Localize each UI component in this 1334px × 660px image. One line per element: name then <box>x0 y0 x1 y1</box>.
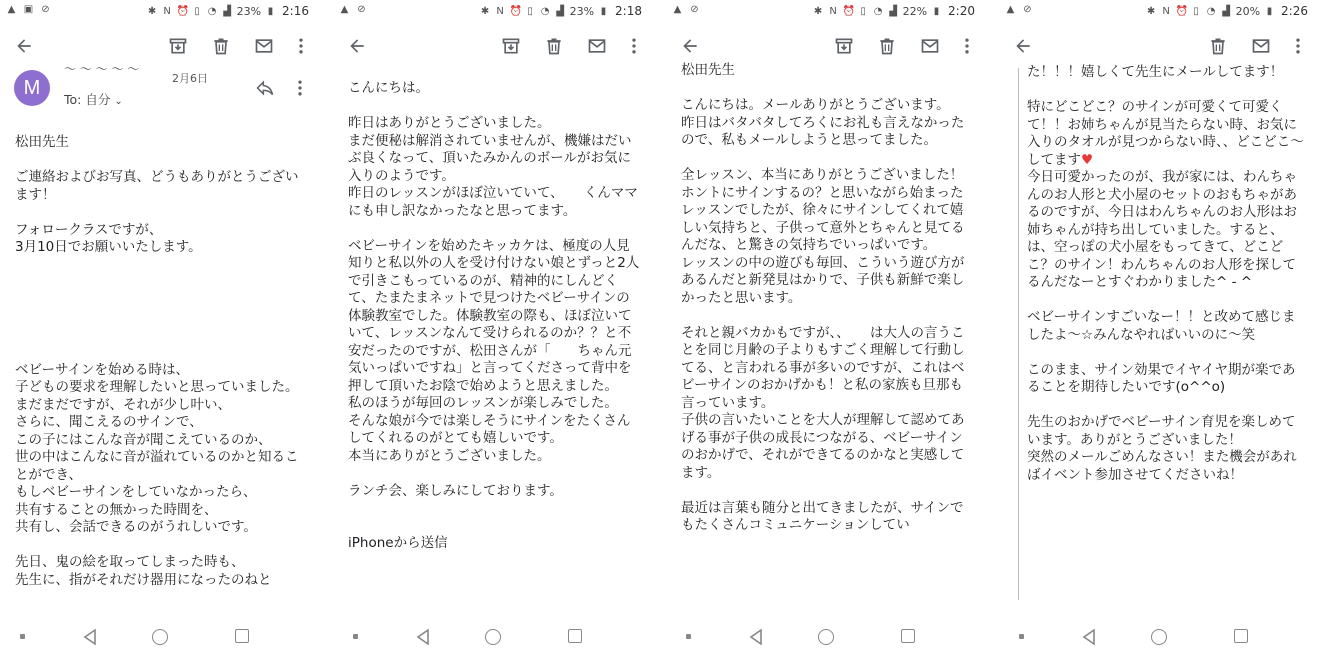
mail-icon[interactable] <box>585 34 609 58</box>
body-text-part-2: 今日可愛かったのが、我が家には、わんちゃんのお人形と犬小屋のセットのおもちゃがあるのですが、今日はわんちゃんのお人形はお姉ちゃんが持ち出していました。すると、 は、空っぽの犬小屋をもってきて、どこどこ？のサイン！わんちゃんのお人形を探してるんだなーとすぐわかりました^ - ^ ベビーサインすごいなー！！と改めて感じましたよ～☆みんなやればいいのに～笑 このまま、サイン効果でイヤイヤ期が楽であることを期待したいです(o^^o) 先生のおかげでベビーサイン育児を楽しめています。ありがとうございました！ 突然のメールごめんなさい！また機会があればイベント参加させてくださいね！ <box>1027 169 1297 483</box>
wifi-icon: ◔ <box>540 5 550 17</box>
signal-off-icon: ⊘ <box>690 4 699 15</box>
warning-icon: ▲ <box>340 4 349 15</box>
nav-bar <box>999 616 1320 660</box>
app-bar <box>333 26 654 66</box>
nav-back-icon[interactable] <box>83 629 97 645</box>
signal-off-icon: ⊘ <box>41 4 50 15</box>
battery-percent: 22% <box>902 4 928 18</box>
nav-dot-icon <box>20 634 25 639</box>
back-arrow-icon[interactable] <box>1011 34 1035 58</box>
nav-recent-icon[interactable] <box>1234 629 1248 643</box>
bluetooth-icon: ✱ <box>480 5 490 17</box>
more-icon[interactable] <box>622 34 646 58</box>
status-bar <box>333 0 654 24</box>
reply-icon[interactable] <box>255 78 275 98</box>
app-bar <box>0 26 321 66</box>
nav-recent-icon[interactable] <box>901 629 915 643</box>
email-body-text <box>1027 64 1308 484</box>
email-panel-3 <box>666 0 987 660</box>
sender-name: ～ ～ ～ ～ ～ <box>64 62 140 76</box>
battery-percent: 23% <box>236 4 262 18</box>
archive-icon[interactable] <box>166 34 190 58</box>
nav-back-icon[interactable] <box>1082 629 1096 645</box>
wifi-icon: ◔ <box>207 5 217 17</box>
signal-icon: ▟ <box>223 5 231 17</box>
nav-dot-icon <box>686 634 691 639</box>
warning-icon: ▲ <box>1006 4 1015 15</box>
vibrate-icon: ▯ <box>527 5 533 17</box>
nav-home-icon[interactable] <box>818 629 834 645</box>
battery-percent: 20% <box>1235 4 1261 18</box>
email-body-text: こんにちは。 昨日はありがとうございました。 まだ便秘は解消されていませんが、機嫌はだいぶ良くなって、頂いたみかんのボールがお気に入りのようです。 昨日のレッスンがほぼ泣いていて、 くんママにも申し訳なかったなと思ってます。 ベビーサインを始めたキッカケは、極度の人見知りと私以外の人を受け付けない娘とずっと2人で引きこもっているのが、精神的にしんどくて、たまたまネットで見つけたベビーサインの体験教室でした。体験教室の際も、ほぼ泣いていて、レッスンなんて受けられるのか？？と不安だったのですが、松田さんが「 ちゃん元気いっぱいですね」と言ってくださって背中を押して頂いたお陰で始めようと思えました。 私のほうが毎回のレッスンが楽しみでした。 そんな娘が今では楽しそうにサインをたくさんしてくれるのがとても嬉しいです。 本当にありがとうございました。 ランチ会、楽しみにしております。 iPhoneから送信 <box>348 80 640 551</box>
wifi-icon: ◔ <box>873 5 883 17</box>
quote-divider <box>1018 68 1019 600</box>
battery-percent: 23% <box>569 4 595 18</box>
nfc-icon: N <box>1162 5 1170 17</box>
battery-icon: ▮ <box>933 5 940 17</box>
heart-icon: ♥ <box>1081 151 1094 168</box>
nav-bar <box>666 616 987 660</box>
signal-off-icon: ⊘ <box>1023 4 1032 15</box>
nav-home-icon[interactable] <box>485 629 501 645</box>
nav-bar <box>0 616 321 660</box>
nfc-icon: N <box>829 5 837 17</box>
email-body <box>681 62 975 598</box>
trash-icon[interactable] <box>1206 34 1230 58</box>
trash-icon[interactable] <box>542 34 566 58</box>
clock: 2:26 <box>1281 4 1308 18</box>
vibrate-icon: ▯ <box>1193 5 1199 17</box>
signal-icon: ▟ <box>1222 5 1230 17</box>
alarm-icon: ⏰ <box>176 5 190 17</box>
nav-recent-icon[interactable] <box>568 629 582 643</box>
email-body-text: 松田先生 こんにちは。メールありがとうございます。 昨日はバタバタしてろくにお礼も言えなかったので、私もメールしようと思ってました。 全レッスン、本当にありがとうございました！ ホントにサインするの？と思いながら始まったレッスンでしたが、徐々にサインしてくれて嬉しい気持ちと、子供って意外とちゃんと見てるんだな、と驚きの気持ちでいっぱいです。 レッスンの中の遊びも毎回、こういう遊び方があるんだと新発見はかりで、子供も新鮮で楽しかったと思います。 それと親バカかもですが、、 は大人の言うことを同じ月齢の子よりもすごく理解して行動してる、と言われる事が多いのですが、これはベビーサインのおかげかも！と私の家族も旦那も言っています。 子供の言いたいことを大人が理解して認めてあげる事が子供の成長につながる、ベビーサインのおかげで、それができてるのかなと実感してます。 最近は言葉も随分と出てきましたが、サインでもたくさんコミュニケーションしてい <box>681 62 965 533</box>
more-icon[interactable] <box>1286 34 1310 58</box>
bluetooth-icon: ✱ <box>147 5 157 17</box>
signal-icon: ▟ <box>889 5 897 17</box>
back-arrow-icon[interactable] <box>12 34 36 58</box>
battery-icon: ▮ <box>267 5 274 17</box>
status-bar <box>999 0 1320 24</box>
battery-icon: ▮ <box>600 5 607 17</box>
email-body-text: 松田先生 ご連絡およびお写真、どうもありがとうございます！ フォロークラスですが、 3月10日でお願いいたします。 ベビーサインを始める時は、 子どもの要求を理解したいと思っていました。 まだまだですが、それが少し叶い、 さらに、聞こえるのサインで、 この子にはこんな音が聞こえているのか、 世の中はこんなに音が溢れているのかと知ることができ、 もしベビーサインをしていなかったら、 共有することの無かった時間を、 共有し、会話できるのがうれしいです。 先日、鬼の絵を取ってしまった時も、 先生に、指がそれだけ器用になったのねと <box>15 134 299 588</box>
nav-home-icon[interactable] <box>152 629 168 645</box>
email-panel-1 <box>0 0 321 660</box>
alarm-icon: ⏰ <box>509 5 523 17</box>
bluetooth-icon: ✱ <box>813 5 823 17</box>
nav-bar <box>333 616 654 660</box>
email-body <box>348 80 642 598</box>
status-bar <box>0 0 321 24</box>
chevron-down-icon: ⌄ <box>114 96 123 107</box>
clock: 2:16 <box>282 4 309 18</box>
more-icon[interactable] <box>290 78 310 98</box>
email-panel-2 <box>333 0 654 660</box>
body-text-part-1: た！！！嬉しくて先生にメールしてます！ 特にどこどこ？のサインが可愛くて可愛くて！！お姉ちゃんが見当たらない時、お気に入りのタオルが見つからない時、、どこどこ～してます <box>1027 64 1304 168</box>
sender-row <box>0 62 321 118</box>
more-icon[interactable] <box>955 34 979 58</box>
nav-back-icon[interactable] <box>749 629 763 645</box>
nfc-icon: N <box>496 5 504 17</box>
warning-icon: ▲ <box>7 4 16 15</box>
warning-icon: ▲ <box>673 4 682 15</box>
nav-dot-icon <box>1019 634 1024 639</box>
sent-date: 2月6日 <box>172 72 208 85</box>
nav-home-icon[interactable] <box>1151 629 1167 645</box>
nav-back-icon[interactable] <box>416 629 430 645</box>
email-body <box>15 134 309 598</box>
vibrate-icon: ▯ <box>860 5 866 17</box>
clock: 2:20 <box>948 4 975 18</box>
bluetooth-icon: ✱ <box>1146 5 1156 17</box>
app-bar <box>666 26 987 66</box>
recipient-line[interactable] <box>64 90 123 108</box>
nav-dot-icon <box>353 634 358 639</box>
back-arrow-icon[interactable] <box>678 34 702 58</box>
mail-icon[interactable] <box>918 34 942 58</box>
trash-icon[interactable] <box>209 34 233 58</box>
more-icon[interactable] <box>289 34 313 58</box>
signal-off-icon: ⊘ <box>357 4 366 15</box>
battery-icon: ▮ <box>1266 5 1273 17</box>
image-icon: ▣ <box>23 4 34 15</box>
nav-recent-icon[interactable] <box>235 629 249 643</box>
mail-icon[interactable] <box>252 34 276 58</box>
alarm-icon: ⏰ <box>842 5 856 17</box>
recipient-label: To: 自分 <box>64 92 111 107</box>
archive-icon[interactable] <box>499 34 523 58</box>
back-arrow-icon[interactable] <box>345 34 369 58</box>
avatar[interactable]: M <box>14 70 50 106</box>
mail-icon[interactable] <box>1249 34 1273 58</box>
wifi-icon: ◔ <box>1206 5 1216 17</box>
nfc-icon: N <box>163 5 171 17</box>
status-bar <box>666 0 987 24</box>
signal-icon: ▟ <box>556 5 564 17</box>
clock: 2:18 <box>615 4 642 18</box>
email-panel-4 <box>999 0 1320 660</box>
trash-icon[interactable] <box>875 34 899 58</box>
alarm-icon: ⏰ <box>1175 5 1189 17</box>
email-body <box>1027 64 1308 598</box>
app-bar <box>999 26 1320 66</box>
vibrate-icon: ▯ <box>194 5 200 17</box>
archive-icon[interactable] <box>832 34 856 58</box>
